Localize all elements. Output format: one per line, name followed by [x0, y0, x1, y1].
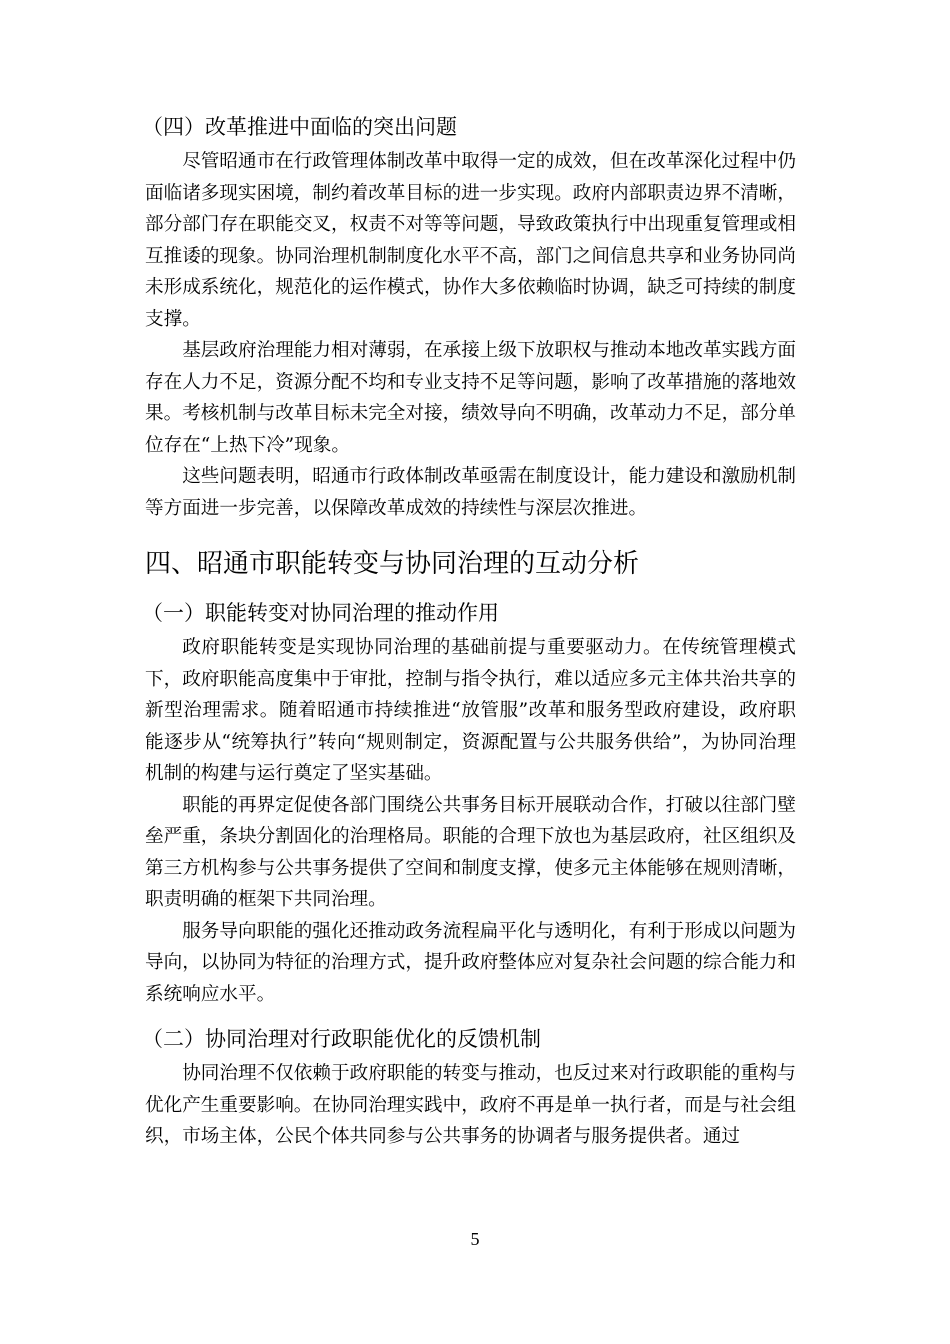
- subsection-heading-driving-role: （一）职能转变对协同治理的推动作用: [142, 601, 499, 625]
- paragraph: 尽管昭通市在行政管理体制改革中取得一定的成效，但在改革深化过程中仍面临诸多现实困境，制约着改革目标的进一步实现。政府内部职责边界不清晰，部分部门存在职能交叉，权责不对等等问题，导致政策执行中出现重复管理或相互推诿的现象。协同治理机制制度化水平不高，部门之间信息共享和业务协同尚未形成系统化，规范化的运作模式，协作大多依赖临时协调，缺乏可持续的制度支撑。: [145, 151, 796, 330]
- chapter-heading: 四、昭通市职能转变与协同治理的互动分析: [145, 549, 640, 579]
- page-number: 5: [470, 1229, 480, 1249]
- paragraph: 协同治理不仅依赖于政府职能的转变与推动，也反过来对行政职能的重构与优化产生重要影响。在协同治理实践中，政府不再是单一执行者，而是与社会组织，市场主体，公民个体共同参与公共事务的协调者与服务提供者。通过: [145, 1063, 796, 1147]
- document-body: [142, 112, 796, 1153]
- subsection-heading-feedback: （二）协同治理对行政职能优化的反馈机制: [142, 1027, 541, 1051]
- paragraph: 职能的再界定促使各部门围绕公共事务目标开展联动合作，打破以往部门壁垒严重，条块分割固化的治理格局。职能的合理下放也为基层政府，社区组织及第三方机构参与公共事务提供了空间和制度支撑，使多元主体能够在规则清晰，职责明确的框架下共同治理。: [145, 794, 796, 910]
- paragraph: 基层政府治理能力相对薄弱，在承接上级下放职权与推动本地改革实践方面存在人力不足，资源分配不均和专业支持不足等问题，影响了改革措施的落地效果。考核机制与改革目标未完全对接，绩效导向不明确，改革动力不足，部分单位存在“上热下冷”现象。: [145, 340, 796, 456]
- paragraph: 这些问题表明，昭通市行政体制改革亟需在制度设计，能力建设和激励机制等方面进一步完善，以保障改革成效的持续性与深层次推进。: [145, 466, 796, 519]
- paragraph: 政府职能转变是实现协同治理的基础前提与重要驱动力。在传统管理模式下，政府职能高度集中于审批，控制与指令执行，难以适应多元主体共治共享的新型治理需求。随着昭通市持续推进“放管服”改革和服务型政府建设，政府职能逐步从“统筹执行”转向“规则制定，资源配置与公共服务供给”，为协同治理机制的构建与运行奠定了坚实基础。: [145, 637, 796, 784]
- paragraph: 服务导向职能的强化还推动政务流程扁平化与透明化，有利于形成以问题为导向，以协同为特征的治理方式，提升政府整体应对复杂社会问题的综合能力和系统响应水平。: [145, 920, 796, 1005]
- section-heading-problems: （四）改革推进中面临的突出问题: [142, 115, 457, 139]
